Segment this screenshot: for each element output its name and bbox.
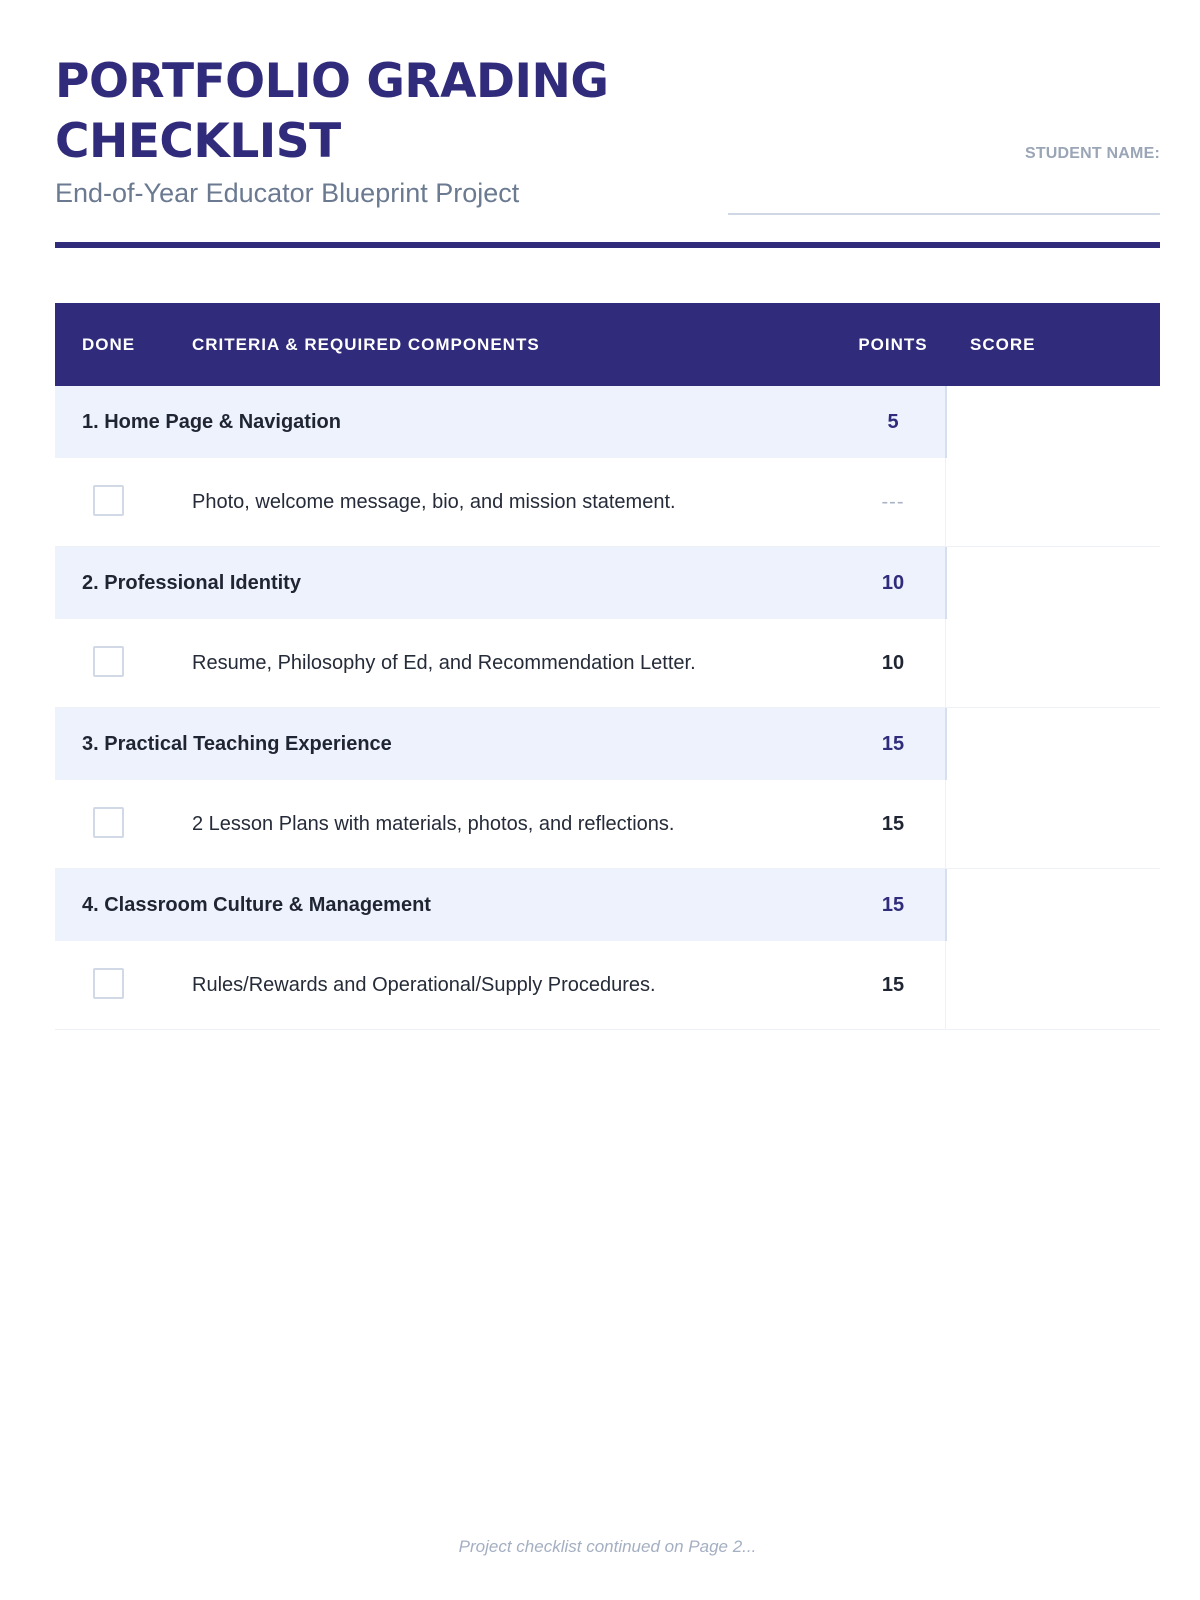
done-checkbox[interactable] bbox=[93, 807, 124, 838]
criteria-item-points: 15 bbox=[881, 974, 905, 996]
section-row bbox=[55, 869, 1160, 941]
section-row bbox=[55, 708, 1160, 780]
criteria-item-row bbox=[55, 458, 1160, 547]
section-title: 3. Practical Teaching Experience bbox=[82, 733, 392, 755]
checklist-table bbox=[55, 303, 1160, 1030]
criteria-item-text: Photo, welcome message, bio, and mission statement. bbox=[192, 491, 676, 513]
done-checkbox[interactable] bbox=[93, 968, 124, 999]
done-checkbox[interactable] bbox=[93, 485, 124, 516]
section-points: 10 bbox=[881, 572, 905, 594]
criteria-item-points: 10 bbox=[881, 652, 905, 674]
header-divider bbox=[55, 242, 1160, 248]
done-checkbox[interactable] bbox=[93, 646, 124, 677]
column-header-done: DONE bbox=[82, 335, 136, 354]
section-title: 1. Home Page & Navigation bbox=[82, 411, 341, 433]
section-row bbox=[55, 386, 1160, 458]
criteria-item-text: Resume, Philosophy of Ed, and Recommendation Letter. bbox=[192, 652, 696, 674]
page-title: PORTFOLIO GRADING CHECKLIST bbox=[55, 54, 609, 169]
criteria-item-text: 2 Lesson Plans with materials, photos, and reflections. bbox=[192, 813, 675, 835]
column-header-points: POINTS bbox=[858, 335, 928, 354]
section-points: 15 bbox=[881, 733, 905, 755]
column-header-score: SCORE bbox=[970, 335, 1036, 354]
criteria-item-points: --- bbox=[881, 491, 905, 513]
item-score-cell[interactable] bbox=[946, 780, 1160, 868]
section-score-cell[interactable] bbox=[946, 386, 1160, 458]
table-header bbox=[55, 303, 1160, 386]
criteria-item-row bbox=[55, 780, 1160, 869]
section-points: 5 bbox=[887, 411, 899, 433]
criteria-item-row bbox=[55, 941, 1160, 1030]
section-score-cell[interactable] bbox=[946, 547, 1160, 619]
section-score-cell[interactable] bbox=[946, 869, 1160, 941]
item-score-cell[interactable] bbox=[946, 941, 1160, 1029]
student-name-field[interactable] bbox=[728, 213, 1160, 215]
continuation-note: Project checklist continued on Page 2... bbox=[458, 1537, 757, 1556]
section-title: 2. Professional Identity bbox=[82, 572, 301, 594]
criteria-item-text: Rules/Rewards and Operational/Supply Procedures. bbox=[192, 974, 656, 996]
column-header-criteria: CRITERIA & REQUIRED COMPONENTS bbox=[192, 335, 540, 354]
student-name-label: STUDENT NAME: bbox=[1024, 145, 1160, 162]
criteria-item-points: 15 bbox=[881, 813, 905, 835]
grading-checklist-page bbox=[55, 0, 1160, 1600]
criteria-item-row bbox=[55, 619, 1160, 708]
section-points: 15 bbox=[881, 894, 905, 916]
item-score-cell[interactable] bbox=[946, 619, 1160, 707]
item-score-cell[interactable] bbox=[946, 458, 1160, 546]
section-row bbox=[55, 547, 1160, 619]
section-score-cell[interactable] bbox=[946, 708, 1160, 780]
section-title: 4. Classroom Culture & Management bbox=[82, 894, 431, 916]
page-subtitle: End-of-Year Educator Blueprint Project bbox=[55, 178, 520, 208]
